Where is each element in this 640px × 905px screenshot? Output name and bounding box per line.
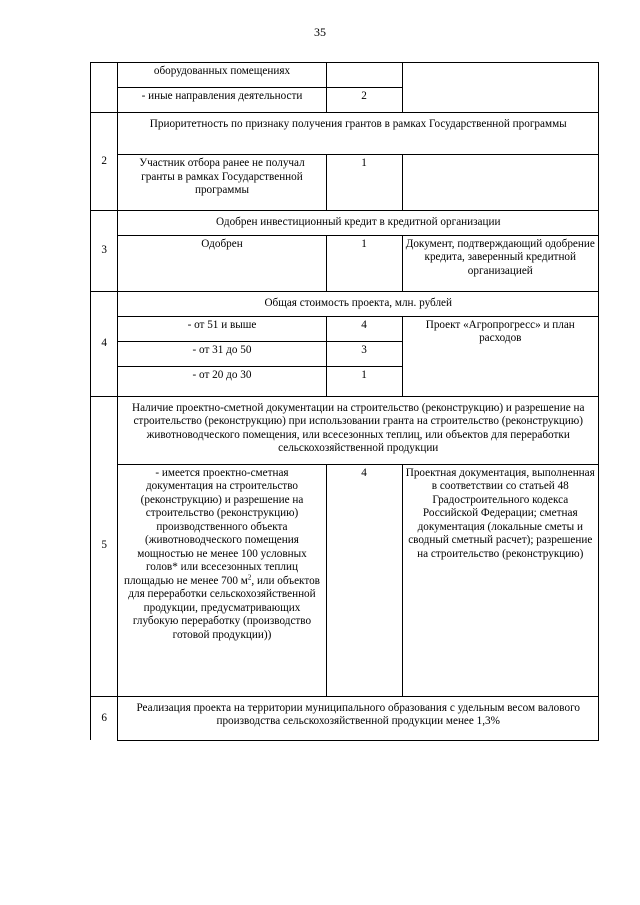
criterion-cell: - от 51 и выше [118,316,326,341]
section-title: Приоритетность по признаку получения грантов в рамках Государственной программы [118,113,599,155]
score-cell: 1 [326,366,402,396]
criterion-cell: Одобрен [118,235,326,291]
criterion-cell: Участник отбора ранее не получал гранты в рамках Государственной программы [118,155,326,211]
table-row [91,155,599,211]
criterion-cell: - от 20 до 30 [118,366,326,396]
score-cell: 4 [326,316,402,341]
criterion-cell: оборудованных помещениях [118,63,326,88]
row-number-cell: 4 [91,291,118,396]
document-cell: Документ, подтверждающий одобрение кредита, заверенный кредитной организацией [402,235,598,291]
document-cell [402,63,598,113]
section-header-row [91,211,599,236]
row-number-cell: 3 [91,211,118,292]
score-cell: 1 [326,235,402,291]
section-title: Наличие проектно-сметной документации на строительство (реконструкцию) и разрешение на строительство (реконструкцию) при использовании гранта на строительство (реконструкцию) животноводческого помещения, или всесезонных теплиц, или объектов для переработки сельскохозяйственной продукции [118,396,599,464]
section-title: Общая стоимость проекта, млн. рублей [118,291,599,316]
row-number-cell: 2 [91,113,118,211]
criterion-cell: - от 31 до 50 [118,341,326,366]
section-header-row [91,396,599,464]
document-cell: Проектная документация, выполненная в соответствии со статьей 48 Градостроительного кодекса Российской Федерации; сметная документация (локальные сметы и сводный сметный расчет); разрешение на строительство (реконструкцию) [402,464,598,696]
section-title: Реализация проекта на территории муниципального образования с удельным весом валового производства сельскохозяйственной продукции менее 1,3% [118,696,599,740]
page-number: 35 [314,25,326,39]
row-number-cell: 6 [91,696,118,740]
table-row [91,235,599,291]
section-header-row [91,696,599,740]
score-cell: 1 [326,155,402,211]
section-title: Одобрен инвестиционный кредит в кредитной организации [118,211,599,236]
criterion-text-continued: , или объектов для переработки сельскохозяйственной продукции, предусматривающих глубокую переработку (производство готовой продукции)) [128,574,320,641]
criterion-cell: - иные направления деятельности [118,88,326,113]
table-row [91,63,599,88]
table-row [91,316,599,341]
section-header-row [91,113,599,155]
table-row [91,464,599,696]
row-number-cell: 5 [91,396,118,696]
document-cell: Проект «Агропрогресс» и план расходов [402,316,598,396]
document-cell [402,155,598,211]
score-cell: 2 [326,88,402,113]
criteria-table [90,62,599,741]
superscript: 2 [247,572,252,581]
score-cell [326,63,402,88]
score-cell: 4 [326,464,402,696]
section-header-row [91,291,599,316]
criterion-cell [118,464,326,696]
criterion-text: - имеется проектно-сметная документация на строительство (реконструкцию) и разрешение на строительство (реконструкцию) производственного объекта (животноводческого помещения мощностью не менее 100 условных голов* или всесезонных теплиц площадью не менее 700 м [123,466,307,587]
score-cell: 3 [326,341,402,366]
row-number-cell [91,63,118,113]
